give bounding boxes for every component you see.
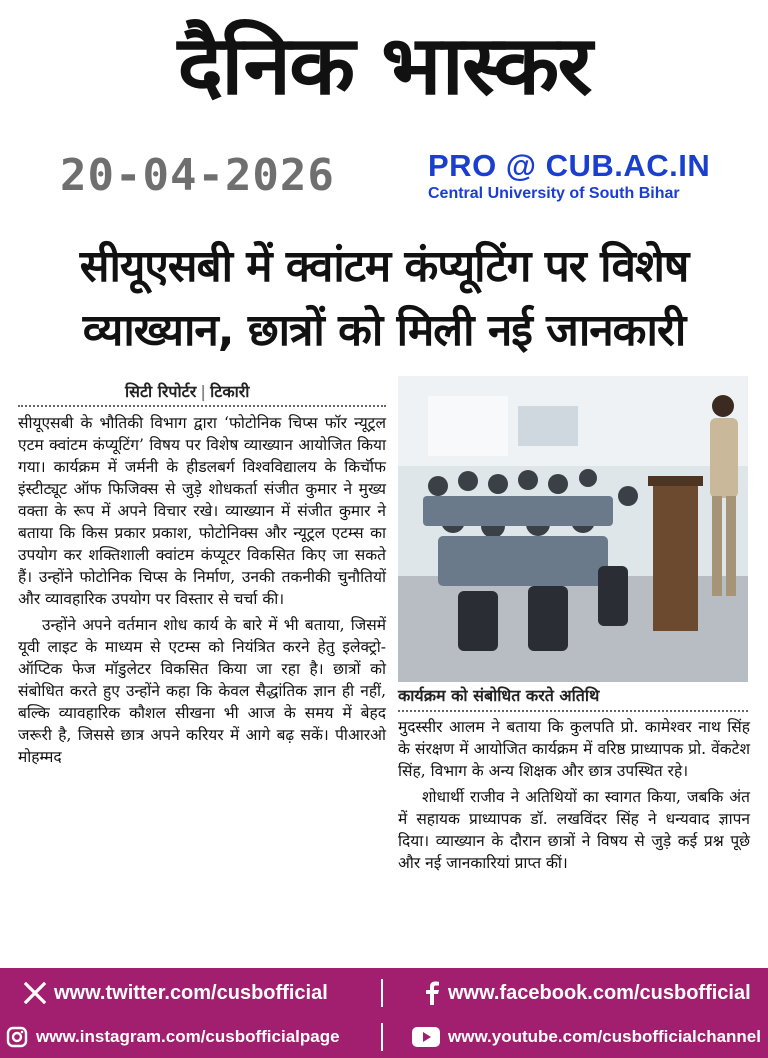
byline-divider	[18, 405, 386, 407]
byline-place: टिकारी	[210, 382, 250, 401]
article-paragraph: उन्होंने अपने वर्तमान शोध कार्य के बारे में भी बताया, जिसमें यूवी लाइट के माध्यम से एटम्स को नियंत्रित करने हेतु इलेक्ट्रो-ऑप्टिक फेज मॉडुलेटर विकसित किया जा रहा है। छात्रों को संबोधित करते हुए उन्होंने कहा कि केवल सैद्धांतिक ज्ञान ही नहीं, बल्कि व्यावहारिक कौशल सीखना भी आज के समय में बेहद जरूरी है, जिससे छात्र अपने करियर में आगे बढ़ सकें। पीआरओ मोहम्मद	[18, 616, 386, 766]
youtube-link[interactable]	[412, 1016, 761, 1058]
footer-row-2	[0, 1016, 768, 1058]
article-headline	[14, 235, 754, 363]
university-name: Central University of South Bihar	[428, 185, 680, 202]
event-photo	[398, 376, 748, 682]
twitter-url: www.twitter.com/cusbofficial	[54, 981, 328, 1004]
byline-separator: |	[200, 382, 207, 401]
instagram-link[interactable]	[6, 1016, 340, 1058]
headline-line-1: सीयूएसबी में क्वांटम कंप्यूटिंग पर विशेष	[79, 241, 689, 292]
caption-divider	[398, 710, 748, 712]
article-paragraph: सीयूएसबी के भौतिकी विभाग द्वारा ‘फोटोनिक चिप्स फॉर न्यूट्रल एटम क्वांटम कंप्यूटिंग’ विषय पर विशेष व्याख्यान आयोजित किया गया। कार्यक्रम में जर्मनी के हीडलबर्ग विश्वविद्यालय के किर्चॉफ इंस्टीट्यूट ऑफ फिजिक्स से जुड़े शोधकर्ता संजीत कुमार ने मुख्य वक्ता के रूप में अपने विचार रखे। व्याख्यान में संजीत कुमार ने बताया कि किस प्रकार प्रकाश, फोटोनिक्स और न्यूट्रल एटम्स का उपयोग कर शक्तिशाली क्वांटम कंप्यूटर विकसित किए जा सकते हैं। उन्होंने फोटोनिक चिप्स के निर्माण, उनकी तकनीकी चुनौतियों और व्यावहारिक उपयोग पर विस्तार से चर्चा की।	[18, 414, 386, 608]
article-right-column	[398, 716, 750, 878]
x-twitter-icon	[24, 982, 46, 1004]
facebook-icon	[424, 981, 440, 1005]
masthead	[0, 0, 768, 135]
footer-row-1	[0, 972, 768, 1014]
footer-separator	[381, 1023, 383, 1051]
article-paragraph: मुदस्सीर आलम ने बताया कि कुलपति प्रो. कामेश्वर नाथ सिंह के संरक्षण में आयोजित कार्यक्रम में वरिष्ठ प्राध्यापक प्रो. वेंकटेश सिंह, विभाग के अन्य शिक्षक और छात्र उपस्थित रहे।	[398, 718, 750, 780]
footer-separator	[381, 979, 383, 1007]
byline-reporter: सिटी रिपोर्टर	[125, 382, 197, 401]
social-footer	[0, 968, 768, 1058]
byline	[125, 380, 249, 402]
headline-line-2: व्याख्यान, छात्रों को मिली नई जानकारी	[82, 305, 686, 356]
facebook-url: www.facebook.com/cusbofficial	[448, 981, 751, 1004]
lecture-hall-photo	[398, 376, 748, 682]
pro-email: PRO @ CUB.AC.IN	[428, 148, 711, 183]
twitter-link[interactable]	[24, 972, 328, 1014]
publication-date: 20-04-2026	[60, 150, 335, 201]
instagram-url: www.instagram.com/cusbofficialpage	[36, 1027, 340, 1046]
newspaper-logo: दैनिक भास्कर	[177, 18, 591, 114]
youtube-url: www.youtube.com/cusbofficialchannel	[448, 1027, 761, 1046]
article-left-column	[18, 412, 386, 772]
facebook-link[interactable]	[424, 972, 751, 1014]
instagram-icon	[6, 1026, 28, 1048]
article-paragraph: शोधार्थी राजीव ने अतिथियों का स्वागत किया, जबकि अंत में सहायक प्राध्यापक डॉ. लखविंदर सिंह ने धन्यवाद ज्ञापन दिया। व्याख्यान के दौरान छात्रों ने विषय से जुड़े कई प्रश्न पूछे और नई जानकारियां प्राप्त कीं।	[398, 788, 750, 872]
photo-caption: कार्यक्रम को संबोधित करते अतिथि	[398, 686, 600, 705]
youtube-icon	[412, 1027, 440, 1047]
